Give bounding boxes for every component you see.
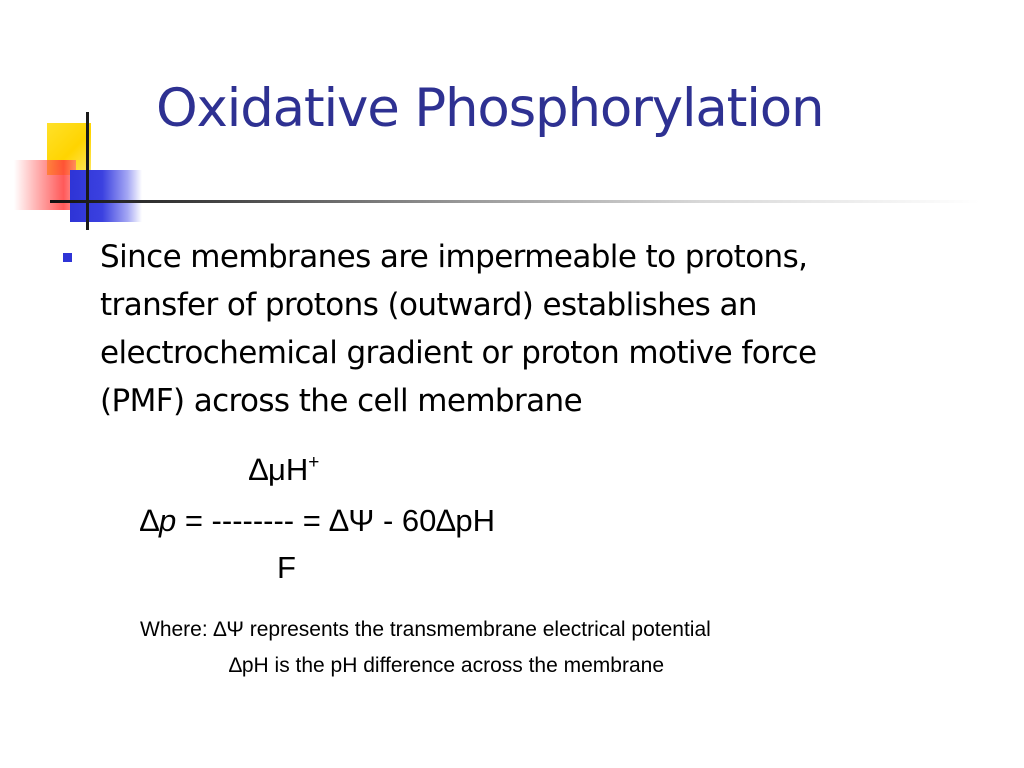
bullet-line: electrochemical gradient or proton motive force [100, 335, 817, 371]
numerator-superscript: + [308, 452, 320, 473]
equation-denominator: F [277, 550, 296, 585]
equation-rhs: = -------- = ∆Ψ - 60∆pH [176, 503, 495, 538]
title-underline [50, 200, 980, 203]
lhs-delta: ∆ [140, 503, 159, 538]
bullet-square-icon [63, 253, 72, 262]
bullet-text [100, 233, 816, 425]
where-line-1: Where: ∆Ψ represents the transmembrane electrical potential [140, 618, 711, 641]
vertical-rule [86, 112, 89, 230]
equation-numerator [249, 452, 319, 488]
equation-main [140, 503, 495, 539]
bullet-line: (PMF) across the cell membrane [100, 383, 583, 419]
decorative-squares [0, 0, 160, 240]
bullet-line: Since membranes are impermeable to protons, [100, 239, 808, 275]
where-line-2: ∆pH is the pH difference across the membrane [229, 654, 665, 677]
blue-square [70, 170, 142, 222]
numerator-text: ∆μH [249, 452, 309, 487]
bullet-line: transfer of protons (outward) establishes an [100, 287, 757, 323]
lhs-symbol: p [158, 503, 177, 538]
slide-title: Oxidative Phosphorylation [156, 78, 824, 139]
